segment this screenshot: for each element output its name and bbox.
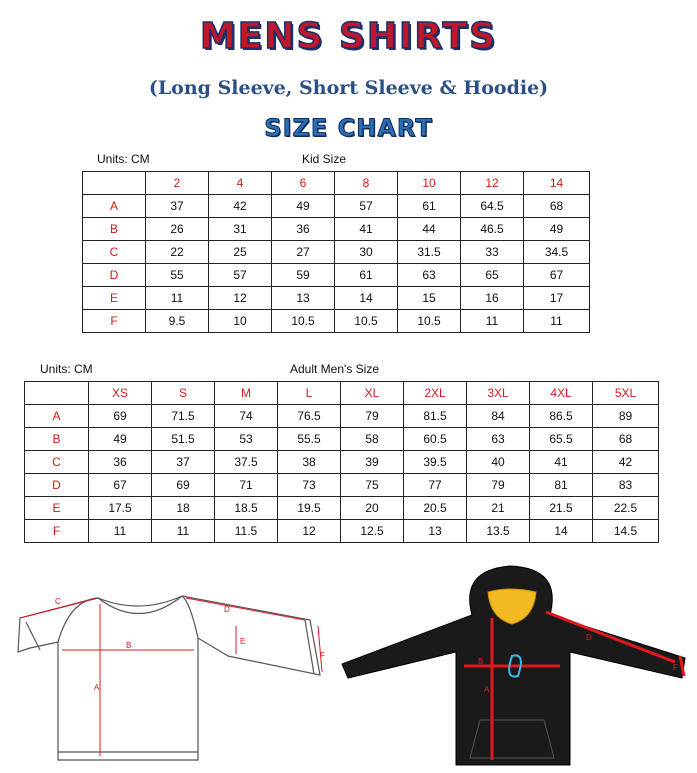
table-row — [25, 405, 659, 428]
measurement-cell: 12.5 — [341, 520, 404, 543]
kid-size-heading: Kid Size — [302, 152, 347, 166]
table-row — [25, 520, 659, 543]
table-row — [25, 497, 659, 520]
size-header: 2XL — [404, 382, 467, 405]
measurement-cell: 13 — [404, 520, 467, 543]
measurement-cell: 51.5 — [152, 428, 215, 451]
measurement-cell: 81.5 — [404, 405, 467, 428]
measurement-cell: 37 — [152, 451, 215, 474]
corner-cell — [83, 172, 146, 195]
measurement-cell: 10.5 — [272, 310, 335, 333]
measurement-cell: 17.5 — [89, 497, 152, 520]
measurement-cell: 77 — [404, 474, 467, 497]
measurement-label: C — [25, 451, 89, 474]
size-header: 14 — [524, 172, 590, 195]
measurement-cell: 41 — [335, 218, 398, 241]
hoodie-measurement-diagram — [340, 560, 697, 773]
measurement-cell: 11 — [524, 310, 590, 333]
measurement-cell: 57 — [335, 195, 398, 218]
table-row — [25, 451, 659, 474]
measurement-cell: 42 — [209, 195, 272, 218]
measurement-cell: 11 — [89, 520, 152, 543]
table-row — [25, 474, 659, 497]
measurement-cell: 67 — [524, 264, 590, 287]
measurement-cell: 55.5 — [278, 428, 341, 451]
measurement-cell: 79 — [341, 405, 404, 428]
measurement-cell: 12 — [278, 520, 341, 543]
hoodie-label-b: B — [478, 657, 484, 666]
measurement-cell: 36 — [89, 451, 152, 474]
measurement-cell: 14.5 — [593, 520, 659, 543]
measurement-label: B — [83, 218, 146, 241]
measurement-cell: 31 — [209, 218, 272, 241]
kid-units-label: Units: CM — [97, 152, 150, 166]
measurement-label: D — [25, 474, 89, 497]
measurement-label: F — [83, 310, 146, 333]
measurement-cell: 75 — [341, 474, 404, 497]
measurement-cell: 58 — [341, 428, 404, 451]
header-row — [25, 382, 659, 405]
shirt-label-e: E — [240, 637, 246, 646]
measurement-cell: 11 — [146, 287, 209, 310]
size-header: XS — [89, 382, 152, 405]
measurement-cell: 12 — [209, 287, 272, 310]
size-header: 2 — [146, 172, 209, 195]
measurement-cell: 20.5 — [404, 497, 467, 520]
measurement-label: E — [25, 497, 89, 520]
measurement-cell: 84 — [467, 405, 530, 428]
page-title: MENS SHIRTS — [199, 16, 498, 57]
measurement-cell: 20 — [341, 497, 404, 520]
table-row — [83, 264, 590, 287]
measurement-cell: 79 — [467, 474, 530, 497]
measurement-cell: 69 — [152, 474, 215, 497]
measurement-cell: 39.5 — [404, 451, 467, 474]
measurement-cell: 59 — [272, 264, 335, 287]
kid-size-table — [82, 171, 590, 333]
measurement-cell: 42 — [593, 451, 659, 474]
measurement-cell: 64.5 — [461, 195, 524, 218]
measurement-cell: 16 — [461, 287, 524, 310]
size-header: M — [215, 382, 278, 405]
measurement-cell: 21.5 — [530, 497, 593, 520]
size-header: 8 — [335, 172, 398, 195]
measurement-cell: 10.5 — [398, 310, 461, 333]
measurement-cell: 81 — [530, 474, 593, 497]
measurement-cell: 37 — [146, 195, 209, 218]
size-header: 3XL — [467, 382, 530, 405]
measurement-cell: 73 — [278, 474, 341, 497]
measurement-label: B — [25, 428, 89, 451]
size-header: 12 — [461, 172, 524, 195]
measurement-cell: 68 — [593, 428, 659, 451]
measurement-cell: 40 — [467, 451, 530, 474]
measurement-cell: 49 — [524, 218, 590, 241]
measurement-cell: 61 — [398, 195, 461, 218]
shirt-measurement-diagram — [0, 560, 340, 773]
measurement-cell: 37.5 — [215, 451, 278, 474]
measurement-cell: 21 — [467, 497, 530, 520]
measurement-cell: 17 — [524, 287, 590, 310]
measurement-cell: 11.5 — [215, 520, 278, 543]
size-header: XL — [341, 382, 404, 405]
measurement-cell: 15 — [398, 287, 461, 310]
size-header: 4 — [209, 172, 272, 195]
measurement-cell: 30 — [335, 241, 398, 264]
measurement-cell: 22 — [146, 241, 209, 264]
measurement-cell: 68 — [524, 195, 590, 218]
measurement-label: A — [83, 195, 146, 218]
measurement-cell: 41 — [530, 451, 593, 474]
size-header: 4XL — [530, 382, 593, 405]
measurement-cell: 65 — [461, 264, 524, 287]
measurement-cell: 60.5 — [404, 428, 467, 451]
table-row — [83, 287, 590, 310]
measurement-cell: 49 — [272, 195, 335, 218]
measurement-cell: 19.5 — [278, 497, 341, 520]
shirt-label-b: B — [126, 641, 132, 650]
measurement-cell: 38 — [278, 451, 341, 474]
measurement-cell: 63 — [467, 428, 530, 451]
shirt-label-d: D — [224, 605, 230, 614]
measurement-cell: 13.5 — [467, 520, 530, 543]
measurement-cell: 86.5 — [530, 405, 593, 428]
measurement-cell: 55 — [146, 264, 209, 287]
measurement-cell: 65.5 — [530, 428, 593, 451]
measurement-cell: 18.5 — [215, 497, 278, 520]
shirt-label-c: C — [55, 597, 61, 606]
measurement-cell: 76.5 — [278, 405, 341, 428]
measurement-cell: 39 — [341, 451, 404, 474]
measurement-cell: 14 — [335, 287, 398, 310]
measurement-cell: 53 — [215, 428, 278, 451]
measurement-cell: 22.5 — [593, 497, 659, 520]
measurement-cell: 89 — [593, 405, 659, 428]
measurement-cell: 27 — [272, 241, 335, 264]
measurement-cell: 61 — [335, 264, 398, 287]
measurement-cell: 11 — [461, 310, 524, 333]
measurement-cell: 10 — [209, 310, 272, 333]
measurement-label: E — [83, 287, 146, 310]
size-header: 6 — [272, 172, 335, 195]
measurement-cell: 33 — [461, 241, 524, 264]
measurement-cell: 74 — [215, 405, 278, 428]
measurement-cell: 71 — [215, 474, 278, 497]
table-row — [83, 310, 590, 333]
measurement-cell: 57 — [209, 264, 272, 287]
shirt-label-a: A — [94, 683, 100, 692]
measurement-cell: 10.5 — [335, 310, 398, 333]
size-header: 5XL — [593, 382, 659, 405]
measurement-cell: 31.5 — [398, 241, 461, 264]
measurement-label: A — [25, 405, 89, 428]
measurement-cell: 63 — [398, 264, 461, 287]
size-header: S — [152, 382, 215, 405]
measurement-cell: 69 — [89, 405, 152, 428]
hoodie-label-a: A — [484, 685, 490, 694]
measurement-cell: 71.5 — [152, 405, 215, 428]
measurement-cell: 11 — [152, 520, 215, 543]
hoodie-label-d: D — [586, 633, 592, 642]
page-subtitle: (Long Sleeve, Short Sleeve & Hoodie) — [148, 77, 549, 99]
measurement-label: C — [83, 241, 146, 264]
measurement-label: F — [25, 520, 89, 543]
measurement-label: D — [83, 264, 146, 287]
adult-size-heading: Adult Men's Size — [290, 362, 379, 376]
measurement-cell: 26 — [146, 218, 209, 241]
measurement-cell: 44 — [398, 218, 461, 241]
measurement-cell: 67 — [89, 474, 152, 497]
size-header: L — [278, 382, 341, 405]
table-row — [83, 195, 590, 218]
adult-size-table — [24, 381, 659, 543]
shirt-label-f: F — [320, 651, 325, 660]
header-row — [83, 172, 590, 195]
table-row — [83, 218, 590, 241]
table-row — [25, 428, 659, 451]
measurement-cell: 83 — [593, 474, 659, 497]
measurement-cell: 46.5 — [461, 218, 524, 241]
hoodie-label-f: F — [673, 663, 678, 672]
corner-cell — [25, 382, 89, 405]
measurement-cell: 9.5 — [146, 310, 209, 333]
measurement-cell: 13 — [272, 287, 335, 310]
measurement-cell: 18 — [152, 497, 215, 520]
measurement-cell: 36 — [272, 218, 335, 241]
table-row — [83, 241, 590, 264]
measurement-cell: 14 — [530, 520, 593, 543]
size-header: 10 — [398, 172, 461, 195]
adult-units-label: Units: CM — [40, 362, 93, 376]
measurement-cell: 49 — [89, 428, 152, 451]
size-chart-title: SIZE CHART — [264, 114, 433, 142]
measurement-cell: 34.5 — [524, 241, 590, 264]
measurement-cell: 25 — [209, 241, 272, 264]
